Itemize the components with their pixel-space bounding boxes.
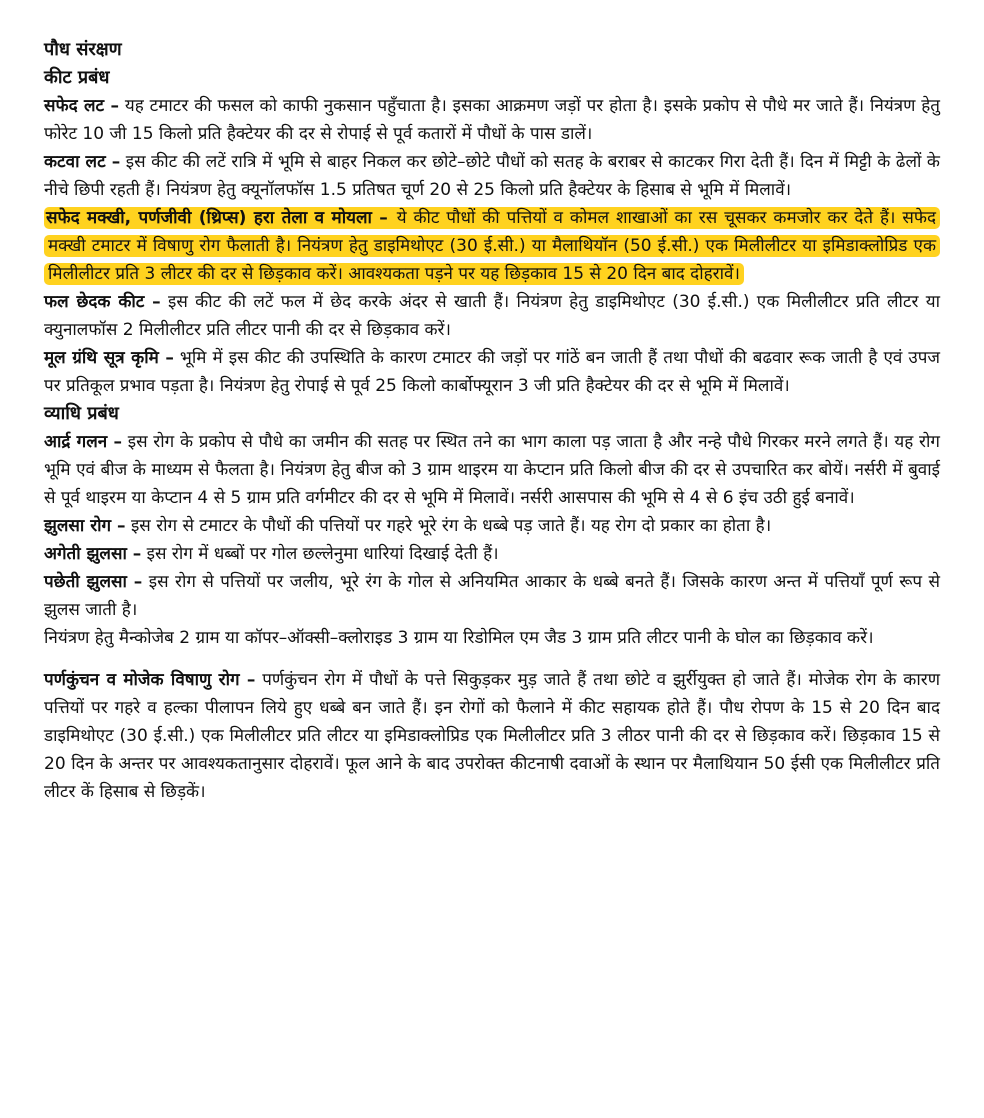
disease-description: इस रोग से टमाटर के पौधों की पत्तियों पर गहरे भूरे रंग के धब्बे पड़ जाते हैं। यह रोग दो प्रकार का होता है। xyxy=(125,516,772,536)
section-heading-plant-protection: पौध संरक्षण xyxy=(44,39,122,60)
disease-paragraph-leaf-curl-mosaic xyxy=(44,666,940,806)
disease-description: पर्णकुंचन रोग में पौधों के पत्ते सिकुड़कर मुड़ जाते हैं तथा छोटे व झुर्रीयुक्त हो जाते हैं। मोजेक रोग के कारण पत्तियों पर गहरे व हल्का पीलापन लिये हुए धब्बे बन जाते हैं। इन रोगों को फैलाने में कीट सहायक होते हैं। पौध रोपण के 15 से 20 दिन बाद डाइमिथोएट (30 ई.सी.) एक मिलीलीटर प्रति लीटर या इमिडाक्लोप्रिड एक मिलीलीटर प्रति 3 लीठर पानी की दर से छिड़काव करें। छिड़काव 15 से 20 दिन के अन्तर पर आवश्यकतानुसार दोहरावें। फूल आने के बाद उपरोक्त कीटनाषी दवाओं के स्थान पर मैलाथियान 50 ईसी एक मिलीलीटर प्रति लीटर कें हिसाब से छिड़कें। xyxy=(44,670,940,802)
disease-term: आर्द्र गलन – xyxy=(44,432,122,452)
highlighted-passage xyxy=(44,207,940,285)
pest-term: कटवा लट – xyxy=(44,152,121,172)
disease-paragraph-early-blight xyxy=(44,540,940,568)
pest-term: सफेद मक्खी, पर्णजीवी (थ्रिप्स) हरा तेला व मोयला – xyxy=(46,208,388,228)
pest-paragraph-root-knot-nematode xyxy=(44,344,940,400)
blight-control-paragraph: नियंत्रण हेतु मैन्कोजेब 2 ग्राम या कॉपर–ऑक्सी–क्लोराइड 3 ग्राम या रिडोमिल एम जैड 3 ग्राम प्रति लीटर पानी के घोल का छिड़काव करें। xyxy=(44,628,874,648)
pest-description: इस कीट की लटें फल में छेद करके अंदर से खाती हैं। नियंत्रण हेतु डाइमिथोएट (30 ई.सी.) एक मिलीलीटर प्रति लीटर या क्युनालफॉस 2 मिलीलीटर प्रति लीटर पानी की दर से छिड़काव करें। xyxy=(44,292,940,340)
document-page xyxy=(44,36,940,806)
disease-term: झुलसा रोग – xyxy=(44,516,126,536)
disease-term: पछेती झुलसा – xyxy=(44,572,143,592)
pest-paragraph-cutworm xyxy=(44,148,940,204)
section-heading-pest-management: कीट प्रबंध xyxy=(44,67,110,88)
pest-description: ये कीट पौधों की पत्तियों व कोमल शाखाओं का रस चूसकर कमजोर कर देते हैं। सफेद मक्खी टमाटर में विषाणु रोग फैलाती है। नियंत्रण हेतु डाइमिथोएट (30 ई.सी.) या मैलाथियॉन (50 ई.सी.) एक मिलीलीटर या इमिडाक्लोप्रिड एक मिलीलीटर प्रति 3 लीटर की दर से छिड़काव करें। आवश्यकता पड़ने पर यह छिड़काव 15 से 20 दिन बाद दोहरावें। xyxy=(48,208,936,284)
disease-paragraph-damping-off xyxy=(44,428,940,512)
disease-term: पर्णकुंचन व मोजेक विषाणु रोग – xyxy=(44,670,256,690)
pest-description: भूमि में इस कीट की उपस्थिति के कारण टमाटर की जड़ों पर गांठें बन जाती हैं तथा पौधों की बढवार रूक जाती है एवं उपज पर प्रतिकूल प्रभाव पड़ता है। नियंत्रण हेतु रोपाई से पूर्व 25 किलो कार्बोफ्यूरान 3 जी प्रति हैक्टेयर की दर से भूमि में मिलावें। xyxy=(44,348,940,396)
section-heading-disease-management: व्याधि प्रबंध xyxy=(44,403,119,424)
pest-paragraph-fruit-borer xyxy=(44,288,940,344)
disease-description: इस रोग से पत्तियों पर जलीय, भूरे रंग के गोल से अनियमित आकार के धब्बे बनते हैं। जिसके कारण अन्त में पत्तियॉं पूर्ण रूप से झुलस जाती है। xyxy=(44,572,940,620)
pest-description: इस कीट की लटें रात्रि में भूमि से बाहर निकल कर छोटे–छोटे पौधों को सतह के बराबर से काटकर गिरा देती हैं। दिन में मिट्टी के ढेलों के नीचे छिपी रहती हैं। नियंत्रण हेतु क्यूनॉलफॉस 1.5 प्रतिषत चूर्ण 20 से 25 किलो प्रति हैक्टेयर के हिसाब से भूमि में मिलावें। xyxy=(44,152,940,200)
pest-paragraph-whitefly-highlighted xyxy=(44,204,940,288)
disease-paragraph-blight xyxy=(44,512,940,540)
disease-description: इस रोग में धब्बों पर गोल छल्लेनुमा धारियां दिखाई देती हैं। xyxy=(141,544,499,564)
disease-description: इस रोग के प्रकोप से पौधे का जमीन की सतह पर स्थित तने का भाग काला पड़ जाता है और नन्हे पौधे गिरकर मरने लगते हैं। यह रोग भूमि एवं बीज के माध्यम से फैलता है। नियंत्रण हेतु बीज को 3 ग्राम थाइरम या केप्टान प्रति किलो बीज की दर से उपचारित कर बोयें। नर्सरी में बुवाई से पूर्व थाइरम या केप्टान 4 से 5 ग्राम प्रति वर्गमीटर की दर से भूमि में मिलावें। नर्सरी आसपास की भूमि से 4 से 6 इंच उठी हुई बनावें। xyxy=(44,432,940,508)
pest-term: मूल ग्रंथि सूत्र कृमि – xyxy=(44,348,174,368)
disease-paragraph-late-blight xyxy=(44,568,940,624)
pest-paragraph-white-grub xyxy=(44,92,940,148)
pest-term: सफेद लट – xyxy=(44,96,120,116)
pest-term: फल छेदक कीट – xyxy=(44,292,161,312)
disease-term: अगेती झुलसा – xyxy=(44,544,142,564)
pest-description: यह टमाटर की फसल को काफी नुकसान पहुँचाता है। इसका आक्रमण जड़ों पर होता है। इसके प्रकोप से पौधे मर जाते हैं। नियंत्रण हेतु फोरेट 10 जी 15 किलो प्रति हैक्टेयर की दर से रोपाई से पूर्व कतारों में पौधों के पास डालें। xyxy=(44,96,940,144)
